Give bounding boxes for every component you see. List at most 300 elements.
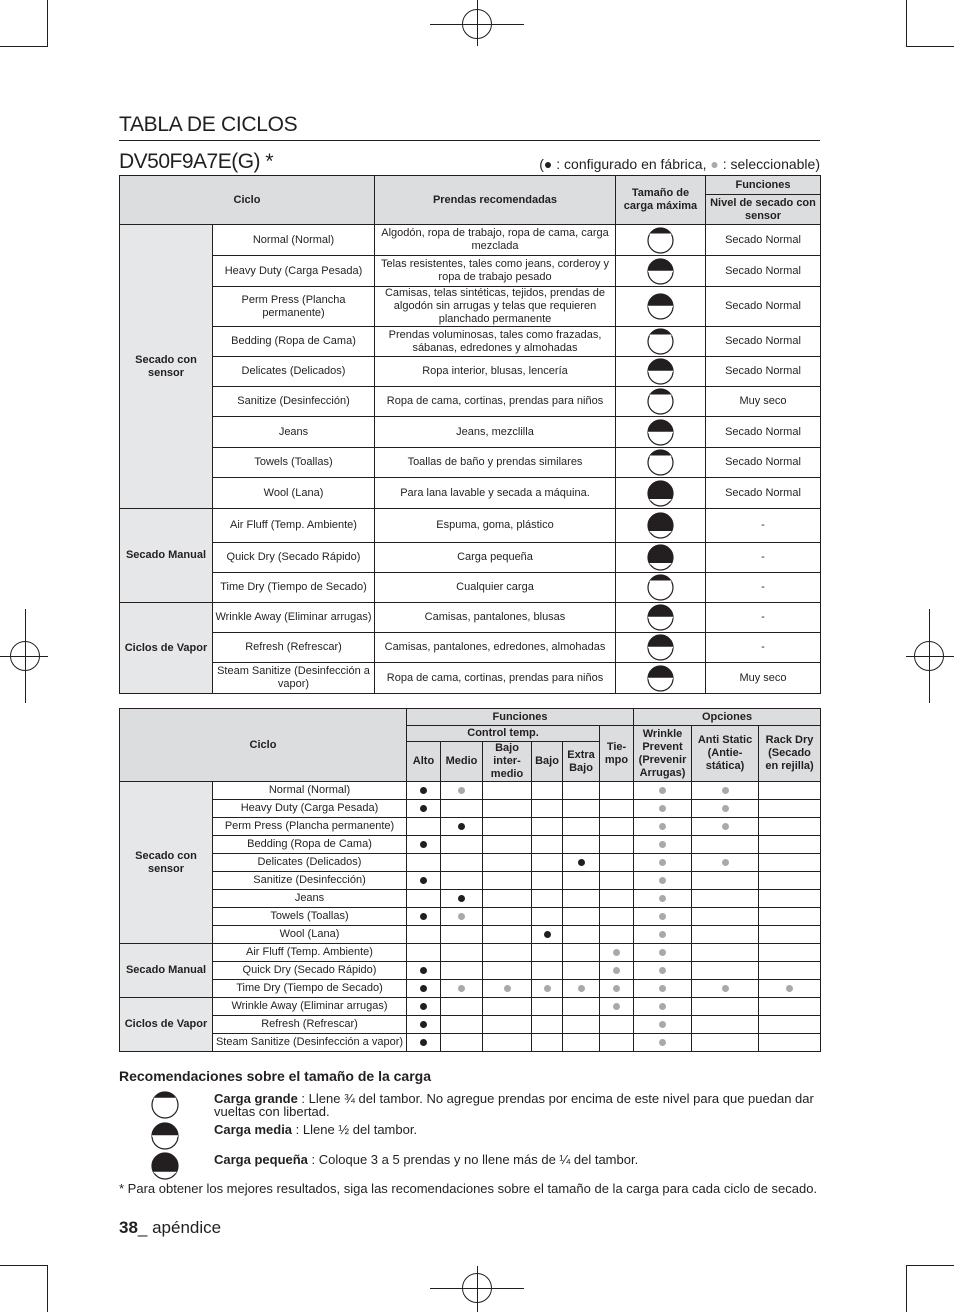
option-cell [407,962,441,980]
recommendation-item [214,1092,814,1118]
table-row [120,573,821,603]
load-label: Carga media [214,1122,293,1137]
dry-level: - [706,573,821,603]
drum-medium-load-icon [647,258,674,285]
option-cell [407,908,441,926]
recommended-garments: Camisas, pantalones, edredones, almohadas [375,633,616,663]
option-cell [441,1034,483,1052]
recommendations-title: Recomendaciones sobre el tamaño de la carga [119,1068,432,1084]
option-cell [407,836,441,854]
option-cell [407,854,441,872]
factory-default-dot-icon [420,985,427,992]
option-cell [600,998,634,1016]
option-cell [407,1034,441,1052]
table-row [120,478,821,509]
page-section: _ apéndice [137,1218,222,1237]
selectable-dot-icon [659,1039,666,1046]
table-row [120,327,821,357]
cycle-name: Steam Sanitize (Desinfección a vapor) [213,663,375,694]
footnote: * Para obtener los mejores resultados, siga las recomendaciones sobre el tamaño de la carga para cada ciclo de secado. [119,1181,818,1196]
option-cell [692,926,759,944]
option-cell [532,998,563,1016]
legend-black-dot-icon: ● [543,156,553,172]
factory-default-dot-icon [544,931,551,938]
option-cell [407,890,441,908]
option-cell [441,980,483,998]
option-cell [634,1016,692,1034]
option-cell [483,998,532,1016]
legend-gray-dot-icon: ● [710,156,719,172]
option-cell [441,872,483,890]
page-footer [119,1218,221,1238]
table-row [120,944,821,962]
option-cell [600,872,634,890]
load-label: Carga pequeña [214,1152,308,1167]
table-row [120,908,821,926]
recommended-garments: Ropa de cama, cortinas, prendas para niños [375,663,616,694]
table-row [120,926,821,944]
option-cell [483,800,532,818]
max-load-cell [616,478,706,509]
option-cell [441,908,483,926]
option-cell [563,854,600,872]
option-cell [532,782,563,800]
option-cell [759,1034,821,1052]
table-row [120,854,821,872]
option-cell [692,980,759,998]
selectable-dot-icon [786,985,793,992]
selectable-dot-icon [722,985,729,992]
dry-level: Secado Normal [706,417,821,448]
option-cell [600,908,634,926]
dry-level: Secado Normal [706,357,821,387]
factory-default-dot-icon [420,967,427,974]
option-cell [532,1034,563,1052]
header-functions: Funciones [706,176,821,195]
option-cell [759,854,821,872]
option-cell [483,782,532,800]
drum-small-load-icon [647,480,674,507]
cycle-name: Jeans [213,890,407,908]
table-row [120,287,821,327]
recommended-garments: Toallas de baño y prendas similares [375,448,616,478]
model-heading: DV50F9A7E(G) * [119,150,274,173]
cycle-group: Ciclos de Vapor [120,603,213,694]
cycle-name: Towels (Toallas) [213,448,375,478]
table-row [120,800,821,818]
header-functions: Funciones [407,709,634,726]
max-load-cell [616,448,706,478]
cycle-name: Refresh (Refrescar) [213,1016,407,1034]
recommended-garments: Telas resistentes, tales como jeans, corderoy y ropa de trabajo pesado [375,256,616,287]
selectable-dot-icon [659,859,666,866]
recommended-garments: Camisas, telas sintéticas, tejidos, prendas de algodón sin arrugas y telas que requieren planchado permanente [375,287,616,327]
table-row [120,225,821,256]
factory-default-dot-icon [420,877,427,884]
option-cell [563,782,600,800]
option-cell [563,836,600,854]
drum-medium-load-icon [647,293,674,320]
load-description: : Coloque 3 a 5 prendas y no llene más de ¼ del tambor. [307,1152,639,1167]
table-row [120,782,821,800]
selectable-dot-icon [659,805,666,812]
option-cell [441,890,483,908]
header-extra-low: Extra Bajo [563,742,600,782]
option-cell [759,890,821,908]
selectable-dot-icon [722,859,729,866]
option-cell [759,800,821,818]
header-temp-control: Control temp. [407,726,600,742]
option-cell [759,908,821,926]
cycle-name: Quick Dry (Secado Rápido) [213,543,375,573]
max-load-cell [616,633,706,663]
option-cell [563,926,600,944]
option-cell [634,998,692,1016]
selectable-dot-icon [659,895,666,902]
option-cell [600,962,634,980]
table-row [120,836,821,854]
drum-small-load-icon [151,1152,179,1180]
table-row [120,357,821,387]
cycle-name: Refresh (Refrescar) [213,633,375,663]
legend-black-text: : configurado en fábrica, [552,156,711,172]
header-cycle: Ciclo [120,709,407,782]
selectable-dot-icon [659,787,666,794]
option-cell [563,944,600,962]
table-row [120,663,821,694]
option-cell [483,890,532,908]
dry-level: Muy seco [706,387,821,417]
option-cell [600,926,634,944]
cycle-name: Steam Sanitize (Desinfección a vapor) [213,1034,407,1052]
option-cell [441,782,483,800]
option-cell [759,836,821,854]
recommended-garments: Jeans, mezclilla [375,417,616,448]
table-row [120,603,821,633]
selectable-dot-icon [458,913,465,920]
option-cell [692,1034,759,1052]
cycle-name: Bedding (Ropa de Cama) [213,327,375,357]
option-cell [563,1034,600,1052]
option-cell [563,818,600,836]
header-wrinkle-prevent: Wrinkle Prevent (Prevenir Arrugas) [634,726,692,782]
dry-level: Secado Normal [706,256,821,287]
selectable-dot-icon [613,949,620,956]
option-cell [634,818,692,836]
dry-level: Secado Normal [706,478,821,509]
crop-mark [47,1265,48,1312]
option-cell [600,1016,634,1034]
table-row [120,872,821,890]
option-cell [407,926,441,944]
cycle-name: Quick Dry (Secado Rápido) [213,962,407,980]
recommended-garments: Para lana lavable y secada a máquina. [375,478,616,509]
max-load-cell [616,509,706,543]
option-cell [563,872,600,890]
factory-default-dot-icon [458,895,465,902]
option-cell [634,800,692,818]
factory-default-dot-icon [420,805,427,812]
cycle-table [119,175,821,694]
legend-paren: ( [539,156,544,172]
selectable-dot-icon [659,931,666,938]
table-row [120,256,821,287]
option-cell [759,872,821,890]
option-cell [692,782,759,800]
crop-mark [0,1265,47,1266]
drum-large-load-icon [647,574,674,601]
table-row [120,1034,821,1052]
option-cell [532,836,563,854]
option-cell [441,836,483,854]
recommended-garments: Ropa interior, blusas, lencería [375,357,616,387]
drum-small-load-icon [647,544,674,571]
option-cell [634,944,692,962]
option-cell [407,998,441,1016]
drum-large-load-icon [151,1091,179,1119]
option-cell [407,818,441,836]
cycle-name: Bedding (Ropa de Cama) [213,836,407,854]
option-cell [441,854,483,872]
option-cell [563,908,600,926]
table-row [120,890,821,908]
option-cell [532,962,563,980]
factory-default-dot-icon [420,1003,427,1010]
header-high: Alto [407,742,441,782]
cycle-name: Delicates (Delicados) [213,357,375,387]
option-cell [532,800,563,818]
option-cell [563,890,600,908]
legend-gray-text: : seleccionable) [718,156,820,172]
selectable-dot-icon [458,985,465,992]
recommended-garments: Camisas, pantalones, blusas [375,603,616,633]
max-load-cell [616,543,706,573]
option-cell [634,1034,692,1052]
cycle-name: Sanitize (Desinfección) [213,872,407,890]
option-cell [407,980,441,998]
cycle-name: Heavy Duty (Carga Pesada) [213,800,407,818]
table-row [120,1016,821,1034]
option-cell [441,962,483,980]
header-load: Tamaño de carga máxima [616,176,706,225]
crop-mark [0,46,47,47]
drum-medium-load-icon [647,419,674,446]
cycle-name: Perm Press (Plancha permanente) [213,287,375,327]
option-cell [759,926,821,944]
option-cell [634,782,692,800]
option-cell [600,890,634,908]
option-cell [563,980,600,998]
option-cell [563,962,600,980]
drum-large-load-icon [647,388,674,415]
option-cell [759,980,821,998]
selectable-dot-icon [722,823,729,830]
selectable-dot-icon [722,787,729,794]
option-cell [759,944,821,962]
dry-level: Secado Normal [706,287,821,327]
option-cell [692,854,759,872]
option-cell [483,926,532,944]
header-medium-low: Bajo inter-medio [483,742,532,782]
option-cell [600,980,634,998]
cycle-name: Wrinkle Away (Eliminar arrugas) [213,998,407,1016]
option-cell [634,872,692,890]
option-cell [692,998,759,1016]
selectable-dot-icon [613,967,620,974]
selectable-dot-icon [659,967,666,974]
option-cell [600,818,634,836]
option-cell [441,998,483,1016]
option-cell [692,890,759,908]
cycle-group: Secado con sensor [120,225,213,509]
selectable-dot-icon [659,913,666,920]
option-cell [407,944,441,962]
max-load-cell [616,287,706,327]
header-anti-static: Anti Static (Antie-stática) [692,726,759,782]
recommendation-item [214,1123,814,1136]
drum-large-load-icon [647,227,674,254]
option-cell [407,872,441,890]
option-cell [759,998,821,1016]
option-cell [600,836,634,854]
option-cell [441,818,483,836]
option-cell [692,944,759,962]
option-cell [600,854,634,872]
table-row [120,543,821,573]
option-cell [759,818,821,836]
table-row [120,980,821,998]
option-cell [532,890,563,908]
drum-medium-load-icon [647,634,674,661]
option-cell [759,962,821,980]
option-cell [692,800,759,818]
dot-legend [539,156,820,172]
selectable-dot-icon [659,877,666,884]
header-dry-level: Nivel de secado con sensor [706,195,821,225]
selectable-dot-icon [578,985,585,992]
cycle-name: Normal (Normal) [213,782,407,800]
cycle-name: Wrinkle Away (Eliminar arrugas) [213,603,375,633]
max-load-cell [616,603,706,633]
dry-level: - [706,633,821,663]
header-low: Bajo [532,742,563,782]
crop-mark [907,1265,954,1266]
option-cell [483,854,532,872]
page-number: 38 [119,1218,138,1237]
option-cell [483,908,532,926]
option-cell [532,926,563,944]
max-load-cell [616,663,706,694]
cycle-name: Wool (Lana) [213,926,407,944]
selectable-dot-icon [544,985,551,992]
option-cell [441,944,483,962]
crop-mark [906,1265,907,1312]
max-load-cell [616,357,706,387]
factory-default-dot-icon [420,787,427,794]
option-cell [600,782,634,800]
recommended-garments: Espuma, goma, plástico [375,509,616,543]
option-cell [634,980,692,998]
option-cell [692,962,759,980]
cycle-name: Air Fluff (Temp. Ambiente) [213,509,375,543]
option-cell [441,1016,483,1034]
drum-large-load-icon [647,449,674,476]
factory-default-dot-icon [420,913,427,920]
drum-medium-load-icon [647,665,674,692]
table-row [120,633,821,663]
drum-large-load-icon [647,328,674,355]
recommended-garments: Carga pequeña [375,543,616,573]
option-cell [563,1016,600,1034]
drum-medium-load-icon [647,604,674,631]
recommended-garments: Ropa de cama, cortinas, prendas para niños [375,387,616,417]
option-cell [759,1016,821,1034]
table-row [120,998,821,1016]
option-cell [532,908,563,926]
drum-medium-load-icon [151,1122,179,1150]
factory-default-dot-icon [420,1039,427,1046]
option-cell [759,782,821,800]
table-row [120,417,821,448]
option-cell [634,890,692,908]
cycle-name: Air Fluff (Temp. Ambiente) [213,944,407,962]
option-cell [483,818,532,836]
cycle-group: Ciclos de Vapor [120,998,213,1052]
recommended-garments: Cualquier carga [375,573,616,603]
option-cell [483,1034,532,1052]
option-cell [563,998,600,1016]
option-cell [563,800,600,818]
option-cell [692,908,759,926]
option-cell [483,1016,532,1034]
selectable-dot-icon [722,805,729,812]
max-load-cell [616,387,706,417]
option-cell [441,926,483,944]
selectable-dot-icon [659,1021,666,1028]
option-cell [600,944,634,962]
option-cell [483,962,532,980]
dry-level: - [706,603,821,633]
functions-table [119,708,821,1052]
max-load-cell [616,256,706,287]
selectable-dot-icon [504,985,511,992]
cycle-name: Normal (Normal) [213,225,375,256]
load-description: : Llene ¾ del tambor. No agregue prendas por encima de este nivel para que puedan dar vueltas con libertad. [214,1091,814,1119]
table-row [120,448,821,478]
option-cell [692,836,759,854]
selectable-dot-icon [659,823,666,830]
cycle-name: Perm Press (Plancha permanente) [213,818,407,836]
cycle-group: Secado Manual [120,509,213,603]
dry-level: - [706,509,821,543]
dry-level: Muy seco [706,663,821,694]
max-load-cell [616,327,706,357]
table-row [120,387,821,417]
header-time: Tie-mpo [600,726,634,782]
dry-level: Secado Normal [706,327,821,357]
option-cell [634,836,692,854]
load-description: : Llene ½ del tambor. [292,1122,418,1137]
option-cell [600,800,634,818]
dry-level: Secado Normal [706,225,821,256]
option-cell [483,872,532,890]
max-load-cell [616,417,706,448]
option-cell [532,980,563,998]
cycle-name: Sanitize (Desinfección) [213,387,375,417]
recommendation-item [214,1153,814,1166]
selectable-dot-icon [659,985,666,992]
option-cell [532,854,563,872]
